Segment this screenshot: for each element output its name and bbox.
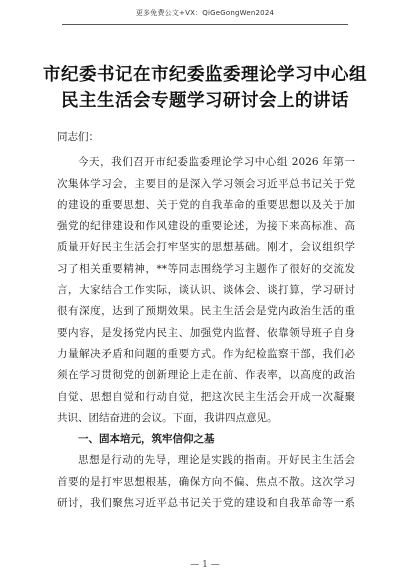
paragraph-line: 习了相关重要精神，**等同志围绕学习主题作了很好的交流发 (57, 262, 355, 275)
paragraph-line: 思想是行动的先导，理论是实践的指南。开好民主生活会 (78, 454, 355, 467)
paragraph-line: 自觉、思想自觉和行动自觉，把这次民主生活会开成一次凝聚 (57, 390, 355, 403)
paragraph-line: 质量开好民主生活会打牢坚实的思想基础。刚才，会议组织学 (57, 241, 355, 254)
paragraph-2 (57, 450, 355, 514)
title-line-2: 民主生活会专题学习研讨会上的讲话 (61, 91, 349, 111)
paragraph-line: 很有深度，达到了预期效果。民主生活会是党内政治生活的重 (57, 305, 355, 318)
salutation: 同志们： (57, 131, 99, 143)
paragraph-line: 力量解决矛盾和问题的重要方式。作为纪检监察干部，我们必 (57, 347, 355, 360)
title-line-1: 市纪委书记在市纪委监委理论学习中心组 (43, 65, 367, 85)
paragraph-line: 须在学习贯彻党的创新理论上走在前、作表率，以高度的政治 (57, 369, 355, 382)
header-divider (62, 24, 348, 25)
section-heading-1: 一、固本培元，筑牢信仰之基 (78, 433, 215, 446)
header-note: 更多免费公文+VX：QiGeGongWen2024 (135, 9, 275, 17)
document-body (57, 127, 355, 514)
paragraph-line: 要内容，是发扬党内民主、加强党内监督、依靠领导班子自身 (57, 326, 355, 339)
paragraph-line: 次集体学习会，主要目的是深入学习领会习近平总书记关于党 (57, 177, 355, 190)
paragraph-line: 言，大家结合工作实际，谈认识、谈体会、谈打算，学习研讨 (57, 284, 355, 297)
paragraph-line: 强党的纪律建设和作风建设的重要论述，为接下来高标准、高 (57, 220, 355, 233)
paragraph-line: 研讨，我们聚焦习近平总书记关于党的建设和自我革命等一系 (57, 497, 355, 510)
document-title (40, 62, 370, 114)
paragraph-line: 首要的是打牢思想根基，确保方向不偏、焦点不散。这次学习 (57, 475, 355, 488)
paragraph-1 (57, 152, 355, 429)
page-number: — 1 — (190, 560, 220, 570)
paragraph-line: 共识、团结奋进的会议。下面，我讲四点意见。 (57, 411, 278, 424)
paragraph-line: 的建设的重要思想、关于党的自我革命的重要思想以及关于加 (57, 198, 355, 211)
paragraph-line: 今天，我们召开市纪委监委理论学习中心组 2026 年第一 (78, 156, 355, 169)
